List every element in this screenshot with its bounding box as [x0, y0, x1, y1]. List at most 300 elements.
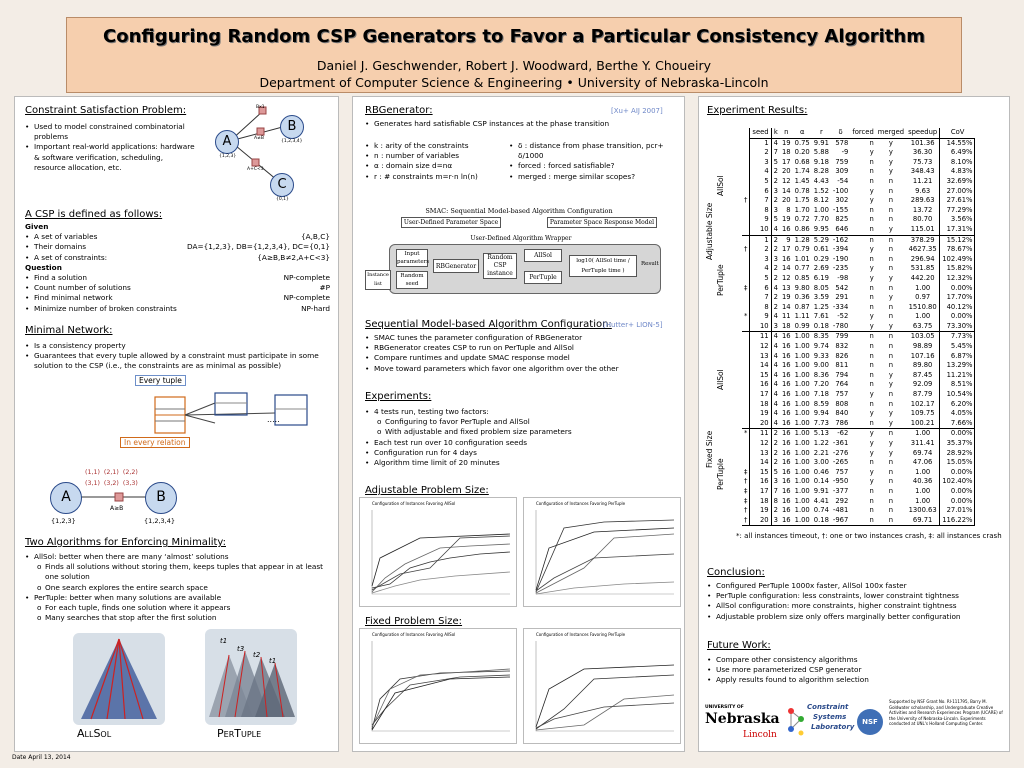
table-cell: -155 [832, 205, 849, 214]
table-row [716, 322, 975, 332]
table-cell: 16 [781, 409, 791, 418]
table-cell: 19 [750, 409, 771, 419]
table-cell: 16 [780, 419, 793, 429]
table-row [716, 167, 975, 177]
allsol-tree-image [73, 633, 165, 725]
table-cell: n [888, 254, 894, 263]
marker-cell: ‡ [744, 283, 748, 292]
poster-title: Configuring Random CSP Generators to Favor a Particular Consistency Algorithm [103, 26, 925, 47]
dots: ..... [267, 415, 280, 424]
table-cell: 8.10% [940, 158, 975, 168]
table-cell: 5.88 [813, 148, 829, 157]
table-cell: n [869, 293, 874, 302]
marker-cell [742, 390, 750, 400]
table-cell: 17.31% [940, 225, 975, 235]
table-cell: 4 [773, 351, 778, 360]
table-cell: 18 [780, 322, 793, 332]
table-cell: 92.09 [906, 380, 940, 390]
table-cell: 16 [781, 380, 791, 389]
table-cell: 5 [773, 157, 778, 166]
table-cell: 15 [750, 468, 771, 478]
fw-bullets [707, 655, 1002, 686]
table-cell: 2 [773, 458, 778, 467]
table-cell: 1.00 [794, 506, 810, 515]
left-column [14, 96, 339, 752]
table-cell: 3.56% [940, 215, 975, 225]
table-cell: 9.74 [813, 342, 829, 351]
marker-cell [742, 215, 750, 225]
given-label: Given [25, 222, 49, 231]
table-cell: 1.00 [794, 342, 810, 351]
table-row [716, 506, 975, 516]
group-cell [716, 429, 730, 439]
table-cell: n [888, 506, 894, 515]
table-cell: 8.05 [813, 283, 829, 292]
table-cell: 9.94 [813, 409, 829, 418]
fix-allsol-plot [359, 628, 517, 744]
table-row [716, 380, 975, 390]
table-row [716, 361, 975, 371]
c-domain: {0,1} [276, 197, 289, 202]
table-cell: 0.14 [813, 477, 829, 486]
subgroup-cell [730, 400, 742, 410]
table-cell: 2 [773, 506, 778, 515]
table-cell: y [869, 429, 874, 438]
table-cell: 4 [773, 361, 778, 370]
table-cell: 1300.63 [906, 506, 940, 516]
rbg-intro-text: • Generates hard satisfiable CSP instances at the phase transition [365, 119, 675, 129]
constraint-label: A+C<3 [247, 167, 264, 172]
group-adjustable: Adjustable Size [705, 202, 714, 260]
table-cell: 0.87 [794, 302, 810, 311]
table-row [716, 206, 975, 216]
random-csp-box: Random CSP instance [483, 253, 517, 279]
csp-bullet: • Important real-world applications: hardware & software verification, scheduling, resource allocation, etc. [25, 142, 195, 173]
b-small-domain: {1,2,3,4} [144, 517, 176, 525]
table-row [716, 187, 975, 197]
table-row [716, 284, 975, 294]
table-cell: 1 [750, 138, 771, 148]
table-cell: 7 [750, 196, 771, 206]
node-b-small: B [145, 482, 177, 514]
table-row [716, 177, 975, 187]
table-cell: 10 [750, 322, 771, 332]
group-cell [716, 225, 730, 235]
table-cell: 14 [781, 302, 791, 311]
sub-pertuple-adj: PerTuple [716, 264, 725, 296]
table-cell: 9 [750, 215, 771, 225]
table-cell: 5 [773, 467, 778, 476]
table-cell: 1.00 [794, 390, 810, 399]
table-cell: 2 [750, 148, 771, 158]
table-cell: 19 [781, 293, 791, 302]
table-cell: 378.29 [906, 235, 940, 245]
table-cell: y [869, 477, 874, 486]
table-cell: 757 [835, 390, 849, 399]
table-cell: y [869, 312, 874, 321]
table-cell: 4 [773, 409, 778, 418]
sub-allsol-adj: AllSol [716, 175, 725, 196]
marker-cell [742, 303, 750, 313]
column-header: n [780, 128, 793, 138]
table-cell: 1.00 [906, 487, 940, 497]
subgroup-cell [730, 206, 742, 216]
table-cell: 28.92% [940, 449, 975, 459]
table-cell: 757 [835, 467, 849, 476]
table-cell: 442.20 [906, 274, 940, 284]
subgroup-cell [730, 371, 742, 381]
rbg-params-left [365, 141, 510, 182]
table-cell: n [888, 176, 894, 185]
table-cell: n [888, 332, 894, 341]
table-row [716, 225, 975, 235]
table-cell: 1510.80 [906, 303, 940, 313]
column-header: merged [876, 128, 906, 138]
sub-pertuple-fix: PerTuple [716, 458, 725, 490]
fix-heading: Fixed Problem Size: [365, 616, 463, 627]
subgroup-cell [730, 352, 742, 362]
marker-cell [742, 342, 750, 352]
table-cell: 16 [781, 342, 791, 351]
constraint-label: A≠B [254, 136, 264, 141]
table-cell: n [888, 186, 894, 195]
pertuple-sub: o For each tuple, finds one solution where it appears [36, 603, 330, 613]
table-cell: -394 [832, 245, 849, 254]
subgroup-cell [730, 167, 742, 177]
table-row [716, 215, 975, 225]
table-cell: 8 [786, 205, 791, 214]
table-cell: 1.00 [794, 409, 810, 418]
table-cell: 16 [780, 516, 793, 526]
group-cell [716, 506, 730, 516]
subgroup-cell [730, 196, 742, 206]
table-cell: 794 [835, 370, 849, 379]
marker-cell [742, 264, 750, 274]
table-cell: 8.59 [813, 399, 829, 408]
table-cell: 7 [773, 148, 778, 157]
table-cell: 116.22% [940, 516, 975, 526]
column-header: δ [831, 128, 850, 138]
node-a: A [215, 130, 239, 154]
table-cell: 7.70 [813, 215, 829, 224]
table-cell: 4 [773, 332, 778, 341]
table-cell: y [869, 186, 874, 195]
table-cell: 40.36 [906, 477, 940, 487]
table-cell: 4.83% [940, 167, 975, 177]
table-row [716, 468, 975, 478]
table-cell: 16 [781, 439, 791, 447]
table-cell: 0.97 [906, 293, 940, 303]
table-cell: 0.00% [940, 487, 975, 497]
plot-title: Configuration of Instances Favoring PerTuple [536, 632, 626, 637]
subgroup-cell [730, 380, 742, 390]
subgroup-cell [730, 439, 742, 449]
conc-bullet: • PerTuple configuration: less constraints, lower constraint tightness [707, 591, 1002, 601]
table-cell: 100.21 [906, 419, 940, 429]
question-item: • Find a solution NP-complete [25, 273, 330, 283]
table-cell: y [869, 245, 874, 254]
marker-cell [742, 400, 750, 410]
table-cell: 3 [750, 255, 771, 265]
table-cell: 296.94 [906, 255, 940, 265]
table-cell: 646 [831, 225, 850, 235]
table-cell: 2 [773, 264, 778, 273]
smac-bullet: • Move toward parameters which favor one algorithm over the other [365, 364, 680, 374]
table-cell: 98.89 [906, 342, 940, 352]
marker-cell: * [744, 429, 748, 438]
table-cell: 75.73 [906, 158, 940, 168]
table-cell: 87.45 [906, 371, 940, 381]
table-cell: 7 [750, 293, 771, 303]
table-cell: 832 [835, 342, 849, 351]
table-cell: n [888, 390, 894, 399]
table-row [716, 264, 975, 274]
marker-cell: † [742, 516, 750, 526]
table-cell: 13 [750, 352, 771, 362]
wrapper-label: User-Defined Algorithm Wrapper [470, 235, 572, 242]
table-cell: 10.54% [940, 390, 975, 400]
table-cell: 14 [781, 186, 791, 195]
table-cell: 109.75 [906, 409, 940, 419]
table-cell: 4 [771, 419, 780, 429]
middle-column [352, 96, 685, 752]
table-cell: -780 [831, 322, 850, 332]
fw-bullet: • Apply results found to algorithm selection [707, 675, 1002, 685]
table-cell: 0.00% [940, 312, 975, 322]
table-cell: 840 [835, 409, 849, 418]
table-row [716, 487, 975, 497]
smac-bullet: • SMAC tunes the parameter configuration of RBGenerator [365, 333, 680, 343]
fw-bullet: • Compare other consistency algorithms [707, 655, 1002, 665]
table-cell: y [888, 138, 893, 147]
table-cell: 4.05% [940, 409, 975, 419]
smac-citation: [Hutter+ LION-5] [603, 321, 663, 329]
table-cell: 13.29% [940, 361, 975, 371]
table-cell: 17 [781, 245, 791, 254]
table-cell: 69.71 [906, 516, 940, 526]
table-cell: 289.63 [906, 196, 940, 206]
results-body [716, 138, 975, 526]
table-row [716, 497, 975, 507]
table-cell: n [888, 283, 894, 292]
def-item: • A set of variables {A,B,C} [25, 232, 330, 242]
table-row [716, 158, 975, 168]
subgroup-cell [730, 293, 742, 303]
table-cell: 4.41 [813, 496, 829, 505]
table-cell: 7.61 [813, 312, 829, 321]
group-cell [716, 332, 730, 342]
group-cell [716, 196, 730, 206]
a-small-domain: {1,2,3} [51, 517, 76, 525]
table-cell: n [869, 486, 874, 495]
table-cell: -62 [837, 429, 849, 438]
conc-heading: Conclusion: [707, 567, 765, 578]
param-space-box: User-Defined Parameter Space [401, 217, 501, 228]
table-cell: 1.00 [813, 205, 829, 214]
plot-title: Configuration of Instances Favoring AllSol [372, 501, 456, 506]
table-cell: 1.52 [813, 186, 829, 195]
table-cell: 5 [750, 274, 771, 284]
table-cell: 2 [773, 293, 778, 302]
results-table [716, 128, 975, 526]
table-cell: -98 [837, 273, 849, 282]
mn-bullet: • Guarantees that every tuple allowed by a constraint must participate in some solution to the CSP (i.e., the constraints are as minimal as possible) [25, 351, 330, 371]
smac-bullets [365, 333, 680, 374]
table-cell: 20 [750, 419, 771, 429]
question-item: • Minimize number of broken constraints NP-hard [25, 304, 330, 314]
table-cell: n [869, 215, 874, 224]
exp-bullet: • Configuration run for 4 days [365, 448, 680, 458]
group-cell [716, 516, 730, 526]
table-cell: 4 [773, 399, 778, 408]
marker-cell [742, 167, 750, 177]
table-cell: 40.12% [940, 303, 975, 313]
marker-cell: * [744, 312, 748, 321]
result-label: Result [641, 261, 659, 267]
allsol-box: AllSol [524, 249, 562, 262]
table-cell: y [869, 196, 874, 205]
table-cell: 6 [750, 187, 771, 197]
poster-authors: Daniel J. Geschwender, Robert J. Woodward, Berthe Y. Choueiry [316, 58, 712, 73]
table-cell: 292 [835, 496, 849, 505]
table-cell: 1.25 [813, 302, 829, 311]
marker-cell [742, 148, 750, 158]
table-cell: 35.37% [940, 439, 975, 449]
algo-list [25, 552, 330, 623]
table-cell: 6.87% [940, 352, 975, 362]
table-cell: 4627.35 [906, 245, 940, 255]
table-cell: 0.78 [794, 186, 810, 195]
table-cell: 102.40% [940, 477, 975, 487]
table-cell: 0.29 [813, 254, 829, 263]
plot-lines [360, 629, 516, 743]
table-cell: n [888, 458, 894, 467]
group-cell [716, 215, 730, 225]
column-header: speedup [906, 128, 940, 138]
table-cell: 0.18 [812, 322, 831, 332]
table-cell: y [876, 419, 906, 429]
t3-label: t3 [237, 645, 245, 653]
table-cell: 9.00 [813, 361, 829, 370]
table-cell: n [869, 157, 874, 166]
fw-bullet: • Use more parameterized CSP generator [707, 665, 1002, 675]
table-cell: 1.00 [794, 486, 810, 495]
table-cell: 18 [750, 497, 771, 507]
table-cell: y [876, 322, 906, 332]
node-b: B [280, 115, 304, 139]
in-every-relation-label: In every relation [120, 437, 190, 448]
table-cell: 0.74 [813, 506, 829, 515]
table-cell: 1.00 [794, 477, 810, 486]
table-cell: 1.00 [793, 419, 812, 429]
table-cell: 2 [773, 429, 778, 438]
allsol-sub: o Finds all solutions without storing them, keeps tuples that appear in at least one solution [36, 562, 330, 582]
table-cell: 0.00% [940, 497, 975, 507]
table-row [716, 390, 975, 400]
table-cell: 11 [781, 312, 791, 321]
table-row [716, 477, 975, 487]
table-cell: -377 [832, 486, 849, 495]
marker-cell [742, 225, 750, 235]
table-cell: 103.05 [906, 332, 940, 342]
table-row [716, 245, 975, 255]
table-cell: y [869, 148, 874, 157]
table-cell: n [869, 283, 874, 292]
table-cell: -9 [841, 148, 849, 157]
mn-bullet: • Is a consistency property [25, 341, 330, 351]
column-header: forced [850, 128, 875, 138]
rbgenerator-box: RBGenerator [433, 259, 479, 273]
table-cell: 5.45% [940, 342, 975, 352]
results-header-row [716, 128, 975, 138]
table-cell: 6.20% [940, 400, 975, 410]
marker-cell [742, 187, 750, 197]
marker-cell [742, 274, 750, 284]
table-cell: 1.00 [906, 284, 940, 294]
table-cell: 531.85 [906, 264, 940, 274]
param-k: • k : arity of the constraints [365, 141, 510, 151]
table-cell: 107.16 [906, 352, 940, 362]
table-cell: -100 [832, 186, 849, 195]
table-cell: 17 [781, 157, 791, 166]
table-cell: 16 [781, 467, 791, 476]
results-footnote: *: all instances timeout, †: one or two instances crash, ‡: all instances crash [736, 532, 1002, 540]
plot-title: Configuration of Instances Favoring PerTuple [536, 501, 626, 506]
table-cell: 16 [781, 370, 791, 379]
pertuple-box: PerTuple [524, 271, 562, 284]
table-cell: 542 [835, 283, 849, 292]
table-cell: 47.06 [906, 458, 940, 468]
table-cell: 2 [773, 273, 778, 282]
algo-heading: Two Algorithms for Enforcing Minimality: [25, 537, 226, 548]
conc-bullets [707, 581, 1002, 622]
table-cell: 2 [773, 245, 778, 254]
table-cell: 8.28 [813, 167, 829, 176]
def-heading: A CSP is defined as follows: [25, 209, 163, 220]
nebraska-text: Nebraska [705, 711, 780, 727]
marker-cell [742, 255, 750, 265]
table-cell: 348.43 [906, 167, 940, 177]
subgroup-cell [730, 303, 742, 313]
table-cell: n [869, 205, 874, 214]
table-cell: 12 [781, 273, 791, 282]
subgroup-cell [730, 468, 742, 478]
marker-cell: ‡ [744, 486, 748, 495]
table-cell: 7.18 [813, 390, 829, 399]
table-cell: 14 [750, 458, 771, 468]
smac-bullet: • Compare runtimes and update SMAC response model [365, 353, 680, 363]
table-cell: 1.00 [794, 429, 810, 438]
table-cell: 1.00 [794, 448, 810, 457]
relation-label: A≥B [110, 505, 124, 512]
constraint-label: Bx1 [256, 105, 265, 110]
table-row [716, 312, 975, 322]
marker-cell [742, 138, 750, 148]
table-cell: 9.18 [813, 157, 829, 166]
table-cell: 115.01 [906, 225, 940, 235]
table-cell: 8.51% [940, 380, 975, 390]
table-cell: 3 [773, 254, 778, 263]
table-cell: 15.82% [940, 264, 975, 274]
subgroup-cell [730, 177, 742, 187]
table-cell: 1.75 [794, 196, 810, 205]
table-cell: y [869, 448, 874, 457]
table-cell: 1.00 [794, 351, 810, 360]
param-forced: • forced : forced satisfiable? [509, 161, 679, 171]
group-cell [716, 312, 730, 322]
table-cell: 0.79 [794, 245, 810, 254]
exp-bullet: • Algorithm time limit of 20 minutes [365, 458, 680, 468]
